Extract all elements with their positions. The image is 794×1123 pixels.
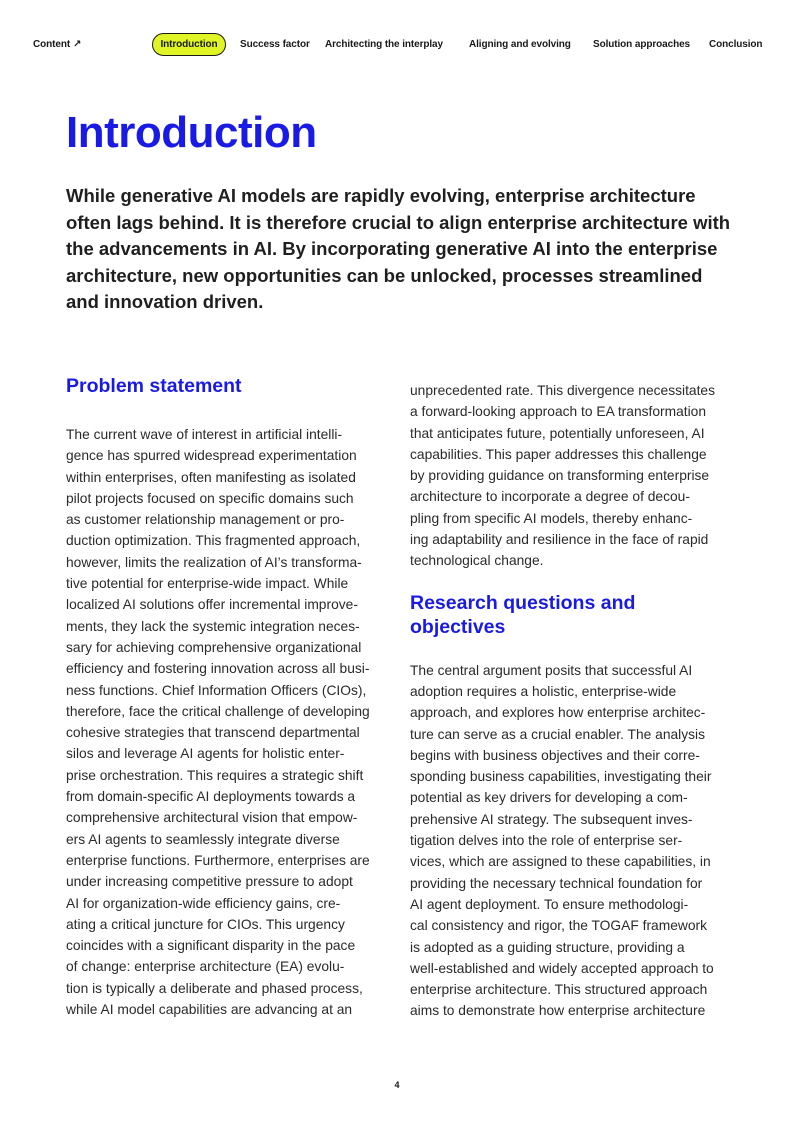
text-line: however, limits the realization of AI’s transforma- (66, 554, 362, 570)
problem-statement-continued (410, 380, 730, 572)
text-line: as customer relationship management or pro- (66, 512, 345, 528)
text-line: localized AI solutions offer incremental improve- (66, 597, 358, 613)
text-line: enterprise functions. Furthermore, enterprises are (66, 852, 370, 868)
text-line: gence has spurred widespread experimentation (66, 448, 357, 464)
text-line: pilot projects focused on specific domains such (66, 490, 354, 506)
text-line: efficiency and fostering innovation across all busi- (66, 661, 370, 677)
text-line: by providing guidance on transforming enterprise (410, 468, 710, 484)
text-line: tive potential for enterprise-wide impact. While (66, 576, 349, 592)
text-line: capabilities. This paper addresses this challenge (410, 446, 707, 462)
nav-tab-conclusion[interactable]: Conclusion (709, 39, 763, 50)
text-line: adoption requires a holistic, enterprise-wide (410, 683, 677, 699)
nav-tab-introduction[interactable]: Introduction (152, 33, 226, 56)
text-line: from domain-specific AI deployments towards a (66, 789, 356, 805)
page-title: Introduction (66, 108, 317, 157)
lead-paragraph: While generative AI models are rapidly evolving, enterprise architecture often lags behind. It is therefore crucial to align enterprise architecture with the advancements in AI. By incorporating generative AI into the enterprise architecture, new opportunities can be unlocked, processes streamlined and innovation driven. (66, 185, 731, 312)
text-line: within enterprises, often manifesting as isolated (66, 469, 356, 485)
research-questions-body (410, 660, 730, 1022)
text-line: ness functions. Chief Information Officers (CIOs), (66, 682, 367, 698)
top-navigation (0, 0, 794, 90)
nav-tab-architecting-the-interplay[interactable]: Architecting the interplay (325, 39, 443, 50)
text-line: cohesive strategies that transcend departmental (66, 725, 360, 741)
text-line: ments, they lack the systemic integration neces- (66, 618, 360, 634)
text-line: of change: enterprise architecture (EA) evolu- (66, 959, 345, 975)
text-line: aims to demonstrate how enterprise architecture (410, 1003, 706, 1019)
text-line: The central argument posits that successful AI (410, 662, 693, 678)
nav-tab-solution-approaches[interactable]: Solution approaches (593, 39, 691, 50)
nav-content-label: Content (33, 39, 71, 50)
text-line: sary for achieving comprehensive organizational (66, 639, 362, 655)
text-line: is adopted as a guiding structure, providing a (410, 939, 685, 955)
text-line: therefore, face the critical challenge of developing (66, 703, 370, 719)
text-line: AI for organization-wide efficiency gains, cre- (66, 895, 341, 911)
nav-content-link[interactable] (33, 39, 81, 50)
text-line: architecture to incorporate a degree of decou- (410, 489, 690, 505)
text-line: begins with business objectives and their corre- (410, 747, 700, 763)
text-line: unprecedented rate. This divergence necessitates (410, 383, 716, 398)
research-heading-line: objectives (410, 615, 506, 638)
text-line: ating a critical juncture for CIOs. This urgency (66, 916, 345, 932)
text-line: a forward-looking approach to EA transformation (410, 404, 707, 420)
text-line: comprehensive architectural vision that empow- (66, 810, 358, 826)
text-line: tigation delves into the role of enterprise ser- (410, 833, 683, 849)
text-line: under increasing competitive pressure to adopt (66, 874, 353, 890)
text-line: The current wave of interest in artificial intelli- (66, 427, 343, 442)
research-heading-line: Research questions and (410, 591, 636, 614)
text-line: well-established and widely accepted approach to (410, 960, 714, 976)
text-line: ing adaptability and resilience in the face of rapid (410, 532, 709, 548)
text-line: silos and leverage AI agents for holistic enter- (66, 746, 345, 762)
nav-tab-success-factor[interactable]: Success factor (240, 39, 310, 50)
text-line: ers AI agents to seamlessly integrate diverse (66, 831, 340, 847)
text-line: vices, which are assigned to these capabilities, in (410, 854, 711, 870)
text-line: prehensive AI strategy. The subsequent inves- (410, 811, 693, 827)
text-line: sponding business capabilities, investigating their (410, 769, 712, 785)
text-line: coincides with a significant disparity in the pace (66, 938, 356, 954)
text-line: cal consistency and rigor, the TOGAF framework (410, 918, 708, 934)
nav-tab-aligning-and-evolving[interactable]: Aligning and evolving (469, 39, 571, 50)
text-line: while AI model capabilities are advancing at an (66, 1002, 353, 1018)
text-line: potential as key drivers for developing a com- (410, 790, 688, 806)
text-line: ture can serve as a crucial enabler. The analysis (410, 726, 706, 742)
text-line: AI agent deployment. To ensure methodologi- (410, 896, 689, 912)
text-line: duction optimization. This fragmented approach, (66, 533, 361, 549)
text-line: that anticipates future, potentially unforeseen, AI (410, 425, 705, 441)
text-line: enterprise architecture. This structured approach (410, 982, 708, 998)
text-line: prise orchestration. This requires a strategic shift (66, 767, 364, 783)
problem-statement-body (66, 424, 386, 1020)
text-line: approach, and explores how enterprise architec- (410, 705, 706, 721)
right-column (410, 380, 730, 1022)
problem-statement-heading: Problem statement (66, 375, 242, 397)
arrow-up-right-icon: ↗ (73, 39, 82, 50)
text-line: pling from specific AI models, thereby enhanc- (410, 510, 693, 526)
research-questions-heading (410, 591, 730, 639)
text-line: technological change. (410, 553, 544, 569)
page-number: 4 (394, 1080, 400, 1090)
left-column (66, 374, 386, 1020)
text-line: tion is typically a deliberate and phased process, (66, 980, 363, 996)
text-line: providing the necessary technical foundation for (410, 875, 703, 891)
